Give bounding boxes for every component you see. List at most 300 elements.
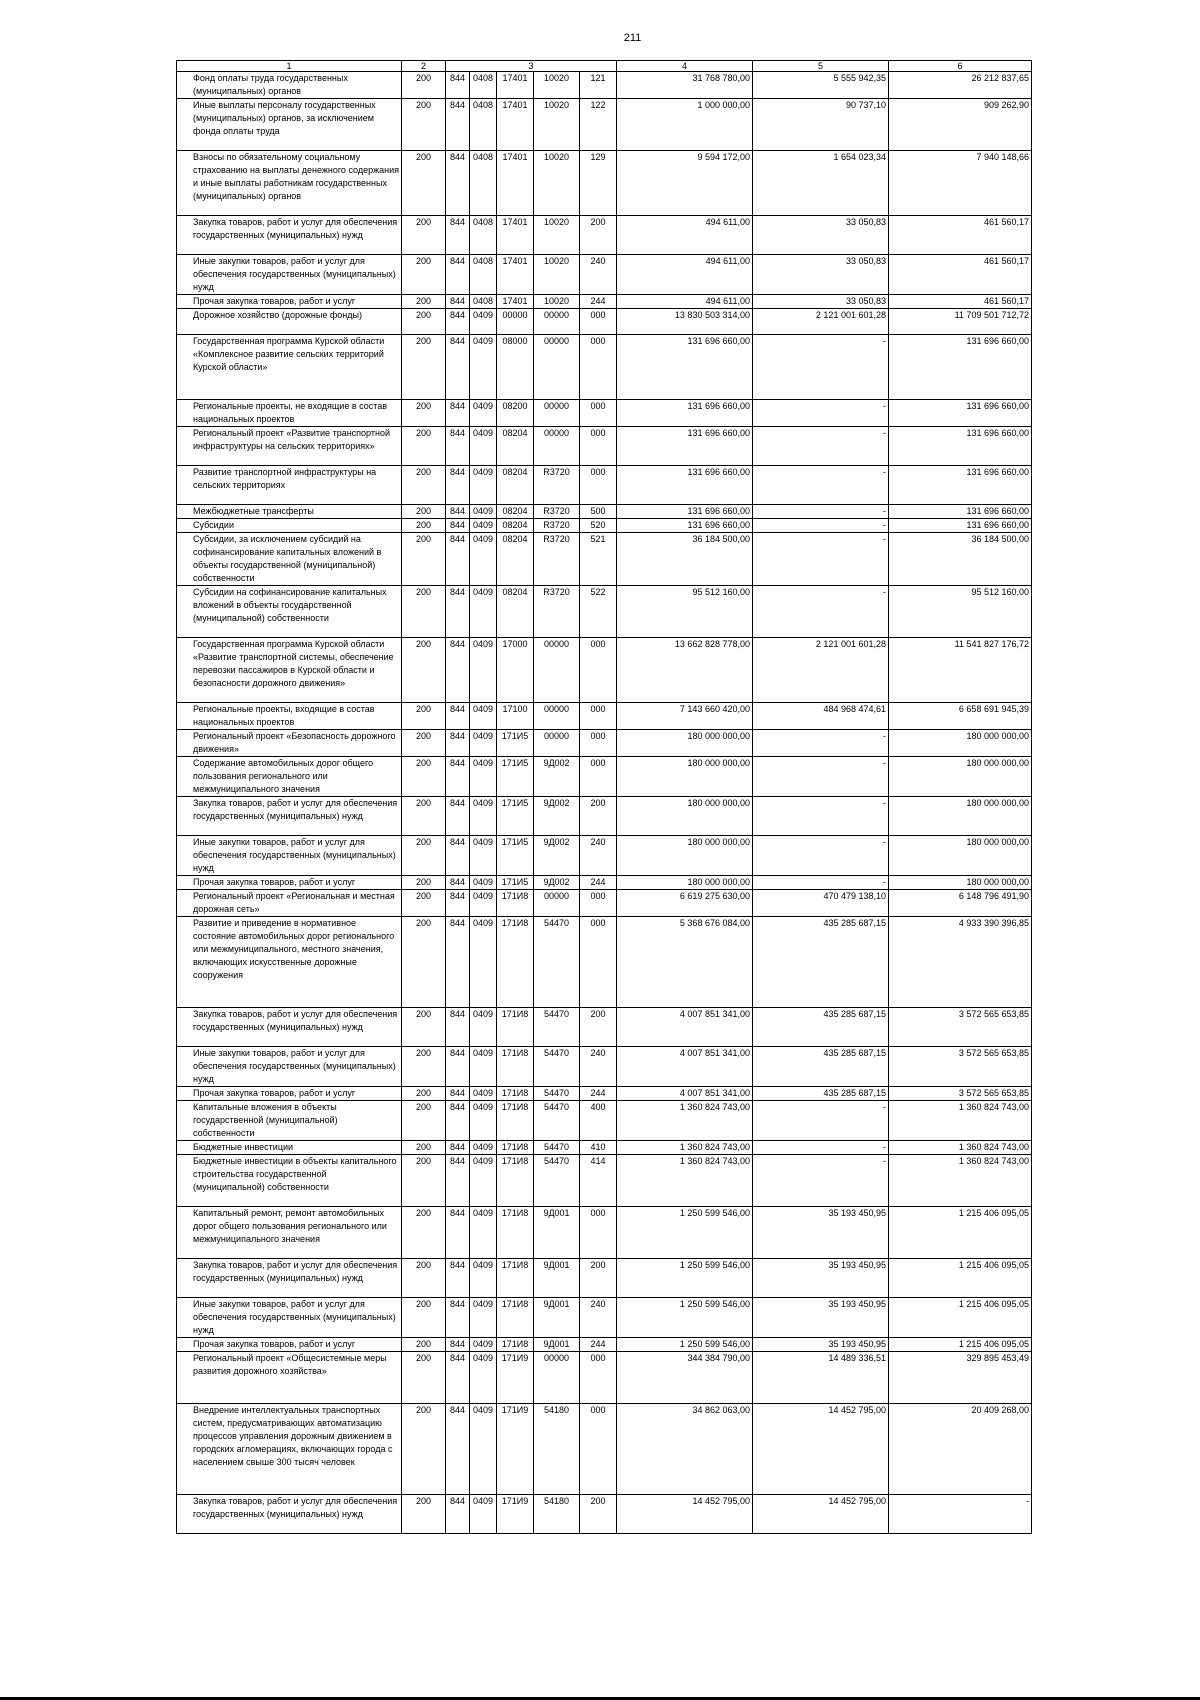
row-value-5: - — [753, 797, 889, 836]
row-col2: 200 — [402, 1087, 446, 1101]
row-expense-type: 521 — [580, 533, 617, 586]
row-name: Бюджетные инвестиции — [177, 1141, 402, 1155]
table-row — [177, 586, 1032, 638]
row-value-6: 131 696 660,00 — [889, 505, 1032, 519]
row-col2: 200 — [402, 1352, 446, 1404]
row-value-6: 180 000 000,00 — [889, 797, 1032, 836]
row-expense-type: 200 — [580, 1008, 617, 1047]
row-col2: 200 — [402, 638, 446, 703]
row-value-4: 31 768 780,00 — [617, 72, 753, 99]
row-value-4: 5 368 676 084,00 — [617, 917, 753, 1008]
row-direction-code: 00000 — [534, 1352, 580, 1404]
row-value-6: - — [889, 1495, 1032, 1534]
header-col-4: 4 — [617, 61, 753, 72]
row-col2: 200 — [402, 295, 446, 309]
row-expense-type: 200 — [580, 216, 617, 255]
row-expense-type: 520 — [580, 519, 617, 533]
row-name: Государственная программа Курской области «Комплексное развитие сельских территорий Курской области» — [177, 335, 402, 400]
row-program-code: 17401 — [497, 295, 534, 309]
row-program-code: 171И8 — [497, 1155, 534, 1207]
row-value-5: 5 555 942,35 — [753, 72, 889, 99]
row-value-4: 131 696 660,00 — [617, 505, 753, 519]
table-row — [177, 703, 1032, 730]
row-ved-code: 844 — [446, 1207, 470, 1259]
row-program-code: 171И5 — [497, 797, 534, 836]
row-section-code: 0409 — [470, 730, 497, 757]
row-name: Субсидии на софинансирование капитальных вложений в объекты государственной (муниципальной) собственности — [177, 586, 402, 638]
row-value-4: 180 000 000,00 — [617, 757, 753, 797]
table-row — [177, 1352, 1032, 1404]
row-value-6: 3 572 565 653,85 — [889, 1008, 1032, 1047]
page-number: 211 — [623, 32, 642, 44]
table-row — [177, 309, 1032, 335]
row-section-code: 0409 — [470, 519, 497, 533]
row-section-code: 0409 — [470, 1141, 497, 1155]
row-direction-code: R3720 — [534, 533, 580, 586]
row-value-5: 2 121 001 601,28 — [753, 309, 889, 335]
row-section-code: 0409 — [470, 638, 497, 703]
row-name: Субсидии — [177, 519, 402, 533]
row-ved-code: 844 — [446, 505, 470, 519]
row-col2: 200 — [402, 519, 446, 533]
row-section-code: 0408 — [470, 72, 497, 99]
row-ved-code: 844 — [446, 836, 470, 876]
header-row — [177, 61, 1032, 72]
row-expense-type: 000 — [580, 400, 617, 427]
row-direction-code: R3720 — [534, 519, 580, 533]
row-expense-type: 414 — [580, 1155, 617, 1207]
row-name: Региональные проекты, входящие в состав национальных проектов — [177, 703, 402, 730]
row-expense-type: 000 — [580, 638, 617, 703]
row-col2: 200 — [402, 400, 446, 427]
row-value-6: 3 572 565 653,85 — [889, 1047, 1032, 1087]
row-section-code: 0409 — [470, 1101, 497, 1141]
row-direction-code: R3720 — [534, 586, 580, 638]
row-value-4: 36 184 500,00 — [617, 533, 753, 586]
row-program-code: 171И8 — [497, 1087, 534, 1101]
row-ved-code: 844 — [446, 151, 470, 216]
table-row — [177, 1338, 1032, 1352]
row-direction-code: 9Д002 — [534, 836, 580, 876]
row-col2: 200 — [402, 757, 446, 797]
row-value-6: 1 215 406 095,05 — [889, 1338, 1032, 1352]
row-section-code: 0408 — [470, 255, 497, 295]
row-section-code: 0409 — [470, 1404, 497, 1495]
row-section-code: 0409 — [470, 1047, 497, 1087]
row-value-6: 36 184 500,00 — [889, 533, 1032, 586]
row-name: Межбюджетные трансферты — [177, 505, 402, 519]
row-value-4: 131 696 660,00 — [617, 427, 753, 466]
row-direction-code: 54470 — [534, 917, 580, 1008]
table-row — [177, 890, 1032, 917]
row-value-4: 494 611,00 — [617, 216, 753, 255]
row-direction-code: 54470 — [534, 1087, 580, 1101]
row-value-4: 14 452 795,00 — [617, 1495, 753, 1534]
row-program-code: 17100 — [497, 703, 534, 730]
row-value-6: 131 696 660,00 — [889, 466, 1032, 505]
row-expense-type: 240 — [580, 1298, 617, 1338]
row-section-code: 0409 — [470, 1298, 497, 1338]
row-expense-type: 400 — [580, 1101, 617, 1141]
row-section-code: 0408 — [470, 216, 497, 255]
row-col2: 200 — [402, 1101, 446, 1141]
row-name: Прочая закупка товаров, работ и услуг — [177, 295, 402, 309]
row-expense-type: 500 — [580, 505, 617, 519]
row-value-4: 180 000 000,00 — [617, 876, 753, 890]
row-section-code: 0409 — [470, 1207, 497, 1259]
row-value-6: 180 000 000,00 — [889, 757, 1032, 797]
row-direction-code: 9Д001 — [534, 1207, 580, 1259]
row-value-5: 14 489 336,51 — [753, 1352, 889, 1404]
row-value-4: 494 611,00 — [617, 255, 753, 295]
row-program-code: 171И8 — [497, 1207, 534, 1259]
row-program-code: 17401 — [497, 216, 534, 255]
row-expense-type: 522 — [580, 586, 617, 638]
row-value-6: 3 572 565 653,85 — [889, 1087, 1032, 1101]
row-ved-code: 844 — [446, 1141, 470, 1155]
table-row — [177, 533, 1032, 586]
row-expense-type: 200 — [580, 797, 617, 836]
row-value-6: 131 696 660,00 — [889, 427, 1032, 466]
table-row — [177, 216, 1032, 255]
row-ved-code: 844 — [446, 255, 470, 295]
table-row — [177, 255, 1032, 295]
row-section-code: 0409 — [470, 836, 497, 876]
row-value-4: 131 696 660,00 — [617, 519, 753, 533]
row-expense-type: 200 — [580, 1495, 617, 1534]
table-row — [177, 505, 1032, 519]
row-value-4: 13 830 503 314,00 — [617, 309, 753, 335]
row-direction-code: 54470 — [534, 1141, 580, 1155]
table-row — [177, 757, 1032, 797]
row-value-5: 33 050,83 — [753, 216, 889, 255]
row-value-4: 13 662 828 778,00 — [617, 638, 753, 703]
row-direction-code: 00000 — [534, 730, 580, 757]
row-col2: 200 — [402, 730, 446, 757]
row-value-5: 435 285 687,15 — [753, 1047, 889, 1087]
row-value-5: - — [753, 335, 889, 400]
row-direction-code: 00000 — [534, 309, 580, 335]
row-section-code: 0409 — [470, 1352, 497, 1404]
row-value-5: - — [753, 836, 889, 876]
row-name: Прочая закупка товаров, работ и услуг — [177, 1338, 402, 1352]
row-value-6: 7 940 148,66 — [889, 151, 1032, 216]
row-value-5: 2 121 001 601,28 — [753, 638, 889, 703]
row-value-4: 34 862 063,00 — [617, 1404, 753, 1495]
row-expense-type: 000 — [580, 1207, 617, 1259]
row-program-code: 17401 — [497, 151, 534, 216]
row-section-code: 0409 — [470, 586, 497, 638]
row-expense-type: 244 — [580, 295, 617, 309]
table-row — [177, 1047, 1032, 1087]
row-ved-code: 844 — [446, 876, 470, 890]
row-section-code: 0409 — [470, 703, 497, 730]
row-col2: 200 — [402, 876, 446, 890]
row-value-5: - — [753, 1155, 889, 1207]
row-program-code: 171И5 — [497, 757, 534, 797]
row-direction-code: 9Д001 — [534, 1338, 580, 1352]
row-section-code: 0409 — [470, 917, 497, 1008]
row-ved-code: 844 — [446, 1338, 470, 1352]
row-name: Иные закупки товаров, работ и услуг для обеспечения государственных (муниципальных) нужд — [177, 836, 402, 876]
row-value-6: 11 709 501 712,72 — [889, 309, 1032, 335]
row-direction-code: 00000 — [534, 890, 580, 917]
row-value-6: 1 215 406 095,05 — [889, 1207, 1032, 1259]
row-ved-code: 844 — [446, 797, 470, 836]
table-row — [177, 730, 1032, 757]
row-value-4: 1 250 599 546,00 — [617, 1259, 753, 1298]
row-ved-code: 844 — [446, 519, 470, 533]
row-col2: 200 — [402, 703, 446, 730]
row-section-code: 0409 — [470, 1495, 497, 1534]
row-section-code: 0409 — [470, 757, 497, 797]
table-row — [177, 836, 1032, 876]
row-value-4: 6 619 275 630,00 — [617, 890, 753, 917]
row-col2: 200 — [402, 466, 446, 505]
row-col2: 200 — [402, 255, 446, 295]
row-direction-code: 54470 — [534, 1155, 580, 1207]
row-name: Прочая закупка товаров, работ и услуг — [177, 1087, 402, 1101]
row-expense-type: 129 — [580, 151, 617, 216]
row-program-code: 08204 — [497, 533, 534, 586]
row-section-code: 0409 — [470, 1087, 497, 1101]
row-col2: 200 — [402, 797, 446, 836]
row-value-6: 11 541 827 176,72 — [889, 638, 1032, 703]
row-value-4: 131 696 660,00 — [617, 466, 753, 505]
row-direction-code: 10020 — [534, 295, 580, 309]
row-direction-code: 10020 — [534, 255, 580, 295]
row-value-5: - — [753, 400, 889, 427]
row-expense-type: 244 — [580, 876, 617, 890]
row-ved-code: 844 — [446, 1047, 470, 1087]
row-value-4: 1 360 824 743,00 — [617, 1141, 753, 1155]
row-direction-code: 10020 — [534, 99, 580, 151]
row-direction-code: 10020 — [534, 216, 580, 255]
row-value-4: 4 007 851 341,00 — [617, 1087, 753, 1101]
row-name: Иные закупки товаров, работ и услуг для обеспечения государственных (муниципальных) нужд — [177, 1298, 402, 1338]
row-program-code: 171И8 — [497, 890, 534, 917]
row-direction-code: 54470 — [534, 1047, 580, 1087]
row-section-code: 0409 — [470, 797, 497, 836]
table-row — [177, 1495, 1032, 1534]
row-col2: 200 — [402, 1207, 446, 1259]
row-program-code: 171И5 — [497, 876, 534, 890]
row-program-code: 171И9 — [497, 1495, 534, 1534]
row-expense-type: 000 — [580, 730, 617, 757]
row-ved-code: 844 — [446, 586, 470, 638]
row-ved-code: 844 — [446, 1495, 470, 1534]
row-program-code: 08200 — [497, 400, 534, 427]
row-program-code: 171И8 — [497, 1141, 534, 1155]
row-value-6: 1 360 824 743,00 — [889, 1101, 1032, 1141]
row-value-4: 4 007 851 341,00 — [617, 1047, 753, 1087]
row-name: Бюджетные инвестиции в объекты капитального строительства государственной (муниципальной) собственности — [177, 1155, 402, 1207]
row-value-5: - — [753, 505, 889, 519]
header-col-5: 5 — [753, 61, 889, 72]
row-value-6: 95 512 160,00 — [889, 586, 1032, 638]
row-value-5: 435 285 687,15 — [753, 1008, 889, 1047]
row-value-6: 131 696 660,00 — [889, 519, 1032, 533]
row-ved-code: 844 — [446, 295, 470, 309]
row-name: Региональный проект «Общесистемные меры развития дорожного хозяйства» — [177, 1352, 402, 1404]
row-name: Региональный проект «Развитие транспортной инфраструктуры на сельских территориях» — [177, 427, 402, 466]
row-col2: 200 — [402, 917, 446, 1008]
row-name: Фонд оплаты труда государственных (муниципальных) органов — [177, 72, 402, 99]
row-value-5: - — [753, 519, 889, 533]
row-ved-code: 844 — [446, 99, 470, 151]
row-section-code: 0409 — [470, 1155, 497, 1207]
row-ved-code: 844 — [446, 1298, 470, 1338]
row-name: Региональный проект «Безопасность дорожного движения» — [177, 730, 402, 757]
row-ved-code: 844 — [446, 1155, 470, 1207]
row-program-code: 171И8 — [497, 1101, 534, 1141]
row-value-5: - — [753, 586, 889, 638]
row-value-6: 461 560,17 — [889, 216, 1032, 255]
row-col2: 200 — [402, 72, 446, 99]
row-value-5: 33 050,83 — [753, 295, 889, 309]
row-name: Дорожное хозяйство (дорожные фонды) — [177, 309, 402, 335]
row-value-5: 470 479 138,10 — [753, 890, 889, 917]
row-expense-type: 000 — [580, 1404, 617, 1495]
row-value-5: 1 654 023,34 — [753, 151, 889, 216]
row-section-code: 0409 — [470, 890, 497, 917]
row-expense-type: 000 — [580, 917, 617, 1008]
header-col-3: 3 — [446, 61, 617, 72]
row-value-5: - — [753, 466, 889, 505]
row-col2: 200 — [402, 1404, 446, 1495]
row-value-4: 4 007 851 341,00 — [617, 1008, 753, 1047]
row-program-code: 17401 — [497, 99, 534, 151]
row-ved-code: 844 — [446, 757, 470, 797]
row-expense-type: 000 — [580, 703, 617, 730]
row-ved-code: 844 — [446, 1352, 470, 1404]
row-section-code: 0409 — [470, 876, 497, 890]
row-direction-code: 54470 — [534, 1008, 580, 1047]
row-section-code: 0409 — [470, 1338, 497, 1352]
row-value-6: 329 895 453,49 — [889, 1352, 1032, 1404]
row-value-5: 35 193 450,95 — [753, 1207, 889, 1259]
table-row — [177, 99, 1032, 151]
row-value-4: 1 250 599 546,00 — [617, 1207, 753, 1259]
row-program-code: 171И8 — [497, 1259, 534, 1298]
row-col2: 200 — [402, 505, 446, 519]
row-value-5: 14 452 795,00 — [753, 1404, 889, 1495]
row-direction-code: 00000 — [534, 335, 580, 400]
row-program-code: 171И9 — [497, 1352, 534, 1404]
row-value-4: 95 512 160,00 — [617, 586, 753, 638]
table-row — [177, 466, 1032, 505]
table-row — [177, 876, 1032, 890]
header-col-2: 2 — [402, 61, 446, 72]
row-ved-code: 844 — [446, 335, 470, 400]
row-ved-code: 844 — [446, 638, 470, 703]
table-row — [177, 151, 1032, 216]
row-value-5: - — [753, 533, 889, 586]
table-row — [177, 1008, 1032, 1047]
row-expense-type: 244 — [580, 1087, 617, 1101]
row-value-4: 131 696 660,00 — [617, 335, 753, 400]
row-value-4: 180 000 000,00 — [617, 797, 753, 836]
row-value-6: 131 696 660,00 — [889, 335, 1032, 400]
row-name: Иные закупки товаров, работ и услуг для обеспечения государственных (муниципальных) нужд — [177, 1047, 402, 1087]
row-expense-type: 240 — [580, 1047, 617, 1087]
table-row — [177, 638, 1032, 703]
row-col2: 200 — [402, 99, 446, 151]
row-name: Развитие и приведение в нормативное состояние автомобильных дорог регионального или межмуниципального, местного значения, включающих искусственные дорожные сооружения — [177, 917, 402, 1008]
row-direction-code: 9Д002 — [534, 757, 580, 797]
row-ved-code: 844 — [446, 466, 470, 505]
row-section-code: 0409 — [470, 400, 497, 427]
row-section-code: 0409 — [470, 533, 497, 586]
row-value-4: 344 384 790,00 — [617, 1352, 753, 1404]
row-name: Внедрение интеллектуальных транспортных систем, предусматривающих автоматизацию процессов управления дорожным движением в городских агломерациях, включающих города с населением свыше 300 тысяч человек — [177, 1404, 402, 1495]
row-section-code: 0409 — [470, 1008, 497, 1047]
table-row — [177, 1141, 1032, 1155]
row-col2: 200 — [402, 1047, 446, 1087]
row-ved-code: 844 — [446, 1008, 470, 1047]
row-value-5: 35 193 450,95 — [753, 1298, 889, 1338]
row-ved-code: 844 — [446, 1087, 470, 1101]
row-col2: 200 — [402, 890, 446, 917]
row-section-code: 0408 — [470, 295, 497, 309]
row-direction-code: R3720 — [534, 466, 580, 505]
row-value-5: - — [753, 730, 889, 757]
row-col2: 200 — [402, 335, 446, 400]
row-expense-type: 000 — [580, 427, 617, 466]
row-program-code: 171И8 — [497, 1338, 534, 1352]
row-value-5: 35 193 450,95 — [753, 1259, 889, 1298]
row-value-4: 1 250 599 546,00 — [617, 1338, 753, 1352]
table-row — [177, 797, 1032, 836]
row-value-5: - — [753, 1101, 889, 1141]
row-program-code: 171И5 — [497, 836, 534, 876]
row-ved-code: 844 — [446, 1259, 470, 1298]
row-expense-type: 121 — [580, 72, 617, 99]
row-value-4: 1 000 000,00 — [617, 99, 753, 151]
table-row — [177, 519, 1032, 533]
row-expense-type: 244 — [580, 1338, 617, 1352]
row-ved-code: 844 — [446, 533, 470, 586]
row-name: Закупка товаров, работ и услуг для обеспечения государственных (муниципальных) нужд — [177, 1008, 402, 1047]
row-value-4: 180 000 000,00 — [617, 836, 753, 876]
row-value-5: 90 737,10 — [753, 99, 889, 151]
row-program-code: 171И5 — [497, 730, 534, 757]
row-direction-code: 10020 — [534, 72, 580, 99]
row-expense-type: 000 — [580, 890, 617, 917]
row-value-4: 1 360 824 743,00 — [617, 1101, 753, 1141]
row-ved-code: 844 — [446, 730, 470, 757]
row-ved-code: 844 — [446, 1404, 470, 1495]
row-name: Закупка товаров, работ и услуг для обеспечения государственных (муниципальных) нужд — [177, 1495, 402, 1534]
row-value-5: 435 285 687,15 — [753, 917, 889, 1008]
budget-table — [176, 60, 1032, 1534]
row-expense-type: 000 — [580, 757, 617, 797]
row-col2: 200 — [402, 1338, 446, 1352]
row-expense-type: 000 — [580, 1352, 617, 1404]
row-expense-type: 410 — [580, 1141, 617, 1155]
row-ved-code: 844 — [446, 72, 470, 99]
row-name: Иные закупки товаров, работ и услуг для обеспечения государственных (муниципальных) нужд — [177, 255, 402, 295]
row-direction-code: 9Д002 — [534, 876, 580, 890]
row-name: Закупка товаров, работ и услуг для обеспечения государственных (муниципальных) нужд — [177, 216, 402, 255]
table-row — [177, 72, 1032, 99]
row-value-5: - — [753, 427, 889, 466]
row-name: Развитие транспортной инфраструктуры на сельских территориях — [177, 466, 402, 505]
row-name: Капитальные вложения в объекты государственной (муниципальной) собственности — [177, 1101, 402, 1141]
row-program-code: 08204 — [497, 427, 534, 466]
row-name: Капитальный ремонт, ремонт автомобильных дорог общего пользования регионального или межмуниципального значения — [177, 1207, 402, 1259]
row-direction-code: 00000 — [534, 638, 580, 703]
